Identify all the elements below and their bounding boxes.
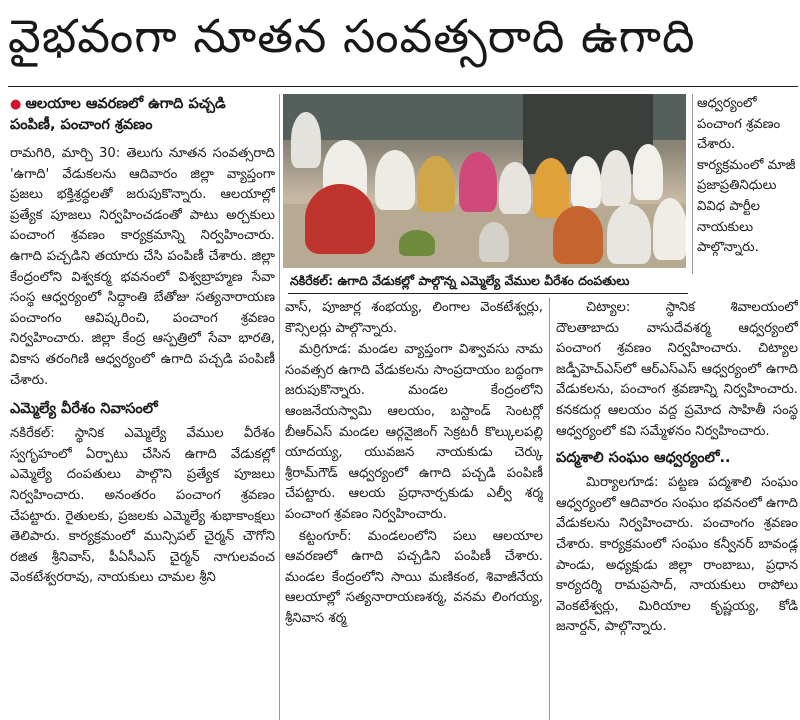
article-paragraph: మర్రిగూడ: మండల వ్యాప్తంగా విశ్వావసు నామ సంవత్సర ఉగాది వేడుకలను సాంప్రదాయం బద్ధంగా జరుపుకొన్నారు. మండల కేంద్రంలోని ఆంజనేయస్వామి ఆలయం, బస్టాండ్ సెంటర్లో బీఆర్ఎస్ మండల ఆర్గనైజింగ్ సెక్రటరీ కొల్కులపల్లి యాదయ్య, యువజన నాయకుడు చెర్కు శ్రీరామ్‌గౌడ్ ఆధ్వర్యంలో ఉగాది పచ్చడి పంపిణీ చేపట్టారు. ఆలయ ప్రధానార్చకుడు ఎల్వీ శర్మ పంచాంగ శ్రవణం నిర్వహించారు. [285, 342, 543, 522]
column-divider [692, 94, 693, 274]
article-paragraph: మిర్యాలగూడ: పట్టణ పద్మశాలి సంఘం ఆధ్వర్యంలో ఆదివారం సంఘం భవనంలో ఉగాది వేడుకలను నిర్వహించారు. పంచాంగం శ్రవణం చేశారు. కార్యక్రమంలో సంఘం కన్వీనర్ బావండ్ల పాండు, అధ్యక్షుడు జిల్లా రాంబాబు, ప్రధాన కార్యదర్శి రామప్రసాద్, నాయకులు రాపోలు వెంకటేశ్వర్లు, మిరియాల కృష్ణయ్య, కోడి జనార్దన్, పాల్గొన్నారు. [556, 475, 798, 635]
column-1 [10, 94, 275, 720]
article-paragraph: నకిరేకల్: స్థానిక ఎమ్మెల్యే వేముల వీరేశం స్వగృహంలో ఏర్పాటు చేసిన ఉగాది వేడుకల్లో ఎమ్మెల్యే దంపతులు పాల్గొని ప్రత్యేక పూజలు నిర్వహించారు. అనంతరం పంచాంగ శ్రవణం చేపట్టారు. రైతులకు, ప్రజలకు ఎమ్మెల్యే శుభాకాంక్షలు తెలిపారు. కార్యక్రమంలో మున్సిపల్ చైర్మన్ చౌగోని రజిత శ్రీనివాస్, పీఏసీఎస్ చైర్మన్ నాగులవంచ వెంకటేశ్వరరావు, నాయకులు చామల శ్రీని [10, 426, 275, 586]
subheadline [10, 94, 275, 136]
section-heading-padmashali: పద్మశాలి సంఘం ఆధ్వర్యంలో.. [556, 450, 731, 467]
red-bullet-icon: ● [10, 97, 22, 112]
article-paragraph: చిట్యాల: స్థానిక శివాలయంలో దౌలతాబాదు వాసుదేవశర్మ ఆధ్వర్యంలో పంచాంగ శ్రవణం నిర్వహించారు. చిట్యాల జడ్పీహెచ్ఎస్‌లో ఆర్ఎస్ఎస్ ఆధ్వర్యంలో ఉగాది వేడుకలను, పంచాంగ శ్రవణాన్ని నిర్వహించారు. కనకదుర్గ ఆలయం వద్ద ప్రమోద సాహితీ సంస్థ ఆధ్వర్యంలో కవి సమ్మేళనం నిర్వహించారు. [556, 300, 798, 439]
caption-rule [288, 293, 688, 294]
column-2 [285, 298, 543, 720]
article-paragraph: రామగిరి, మార్చి 30: తెలుగు నూతన సంవత్సరాది 'ఉగాది' వేడుకలను ఆదివారం జిల్లా వ్యాప్తంగా ప్రజలు భక్తిశ్రద్ధలతో జరుపుకొన్నారు. ఆలయాల్లో ప్రత్యేక పూజలు నిర్వహించడంతో పాటు అర్చకులు పంచాంగ శ్రవణం కార్యక్రమాన్ని నిర్వహించారు. ఉగాది పచ్చడిని తయారు చేసి పంపిణీ చేశారు. జిల్లా కేంద్రంలోని విశ్వకర్మ భవనంలో విశ్వబ్రాహ్మణ సేవా సంస్థ ఆధ్వర్యంలో సిద్ధాంతి బేతోజు సత్యనారాయణ పంచాంగం ఆవిష్కరించి, పంచాంగ శ్రవణం నిర్వహించారు. జిల్లా కేంద్ర ఆస్పత్రిలో సేవా భారతి, వికాస తరంగిణి ఆధ్వర్యంలో ఉగాది పచ్చడి పంపిణీ చేశారు. [10, 146, 275, 388]
section-heading-mla: ఎమ్మెల్యే వీరేశం నివాసంలో [10, 401, 158, 418]
headline-rule [8, 86, 798, 87]
article-paragraph: వాస్, పూజార్ల శంభయ్య, లింగాల వెంకటేశ్వర్లు, కౌన్సిలర్లు పాల్గొన్నారు. [285, 300, 543, 336]
event-photo [283, 94, 686, 268]
photo-caption: నకిరేకల్: ఉగాది వేడుకల్లో పాల్గొన్న ఎమ్మెల్యే వేముల వీరేశం దంపతులు [290, 273, 630, 288]
article-paragraph: కట్టంగూర్: మండలంలోని పలు ఆలయాల ఆవరణలో ఉగాది పచ్చడిని పంపిణీ చేశారు. మండల కేంద్రంలోని సాయి మణికంఠ, శివాజీనేయ ఆలయాల్లో సత్యనారాయణశర్మ, వనమ లింగయ్య, శ్రీనివాస శర్మ [285, 528, 543, 626]
headline: వైభవంగా నూతన సంవత్సరాది ఉగాది [8, 9, 696, 63]
column-divider [279, 94, 280, 720]
article-paragraph: ఆధ్వర్యంలో పంచాంగ శ్రవణం చేశారు. కార్యక్రమంలో మాజీ ప్రజాప్రతినిధులు వివిధ పార్టీల నాయకులు పాల్గొన్నారు. [697, 96, 796, 256]
column-3 [556, 298, 798, 720]
subheadline-line2: పంపిణీ, పంచాంగ శ్రవణం [10, 117, 153, 133]
column-divider [549, 298, 550, 720]
column-3-top [697, 94, 797, 294]
subheadline-line1: ఆలయాల ఆవరణలో ఉగాది పచ్చడి [25, 96, 226, 112]
